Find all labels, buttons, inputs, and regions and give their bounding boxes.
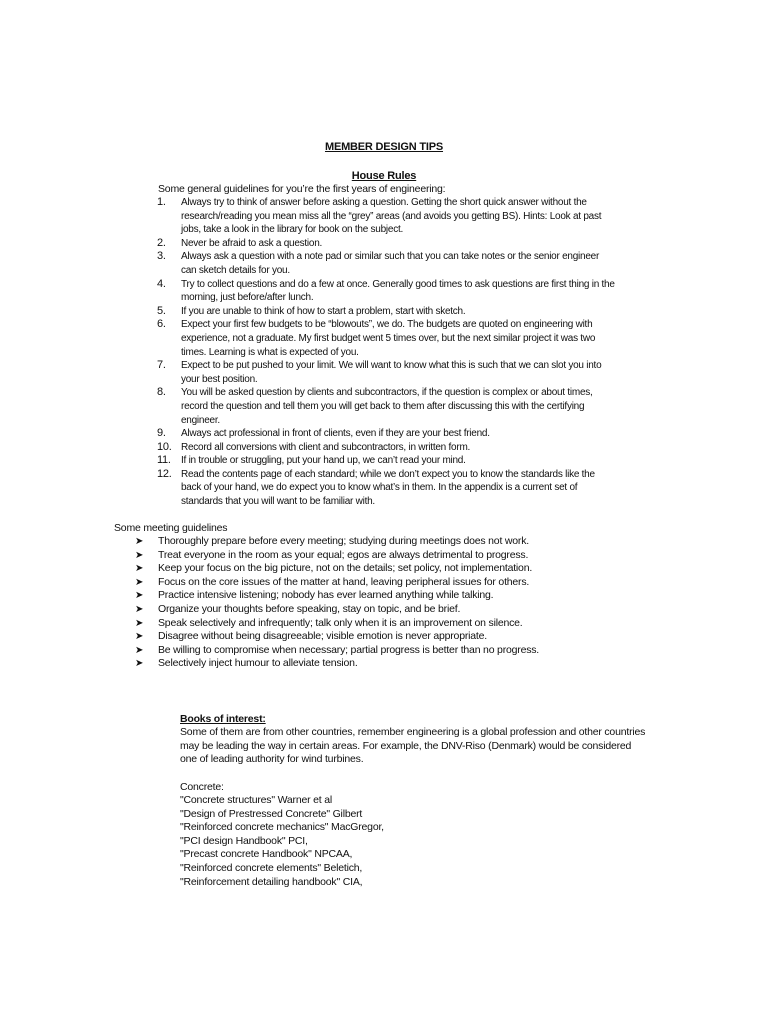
house-rule-number: 11. (157, 454, 171, 467)
books-heading: Books of interest: (180, 713, 266, 725)
house-rule-item (0, 427, 671, 441)
concrete-label: Concrete: (180, 781, 224, 793)
document-title: MEMBER DESIGN TIPS (324, 141, 444, 153)
arrow-bullet-icon: ➤ (135, 563, 144, 575)
arrow-bullet-icon: ➤ (135, 644, 144, 656)
meeting-guideline-text: Thoroughly prepare before every meeting; studying during meetings does not work. (158, 535, 529, 547)
meeting-guideline-item (0, 603, 768, 617)
house-rule-item (0, 237, 671, 251)
meeting-guidelines-list (0, 535, 768, 671)
meeting-guideline-text: Organize your thoughts before speaking, stay on topic, and be brief. (158, 602, 461, 615)
meeting-guideline-text: Disagree without being disagreeable; visible emotion is never appropriate. (158, 630, 487, 643)
concrete-book-item: "Design of Prestressed Concrete" Gilbert (180, 807, 363, 820)
meeting-guideline-text: Speak selectively and infrequently; talk only when it is an improvement on silence. (158, 616, 523, 629)
concrete-book-item: "PCI design Handbook" PCI, (180, 834, 308, 847)
concrete-book-item: "Concrete structures" Warner et al (180, 794, 332, 806)
meeting-guideline-item (0, 617, 768, 631)
house-rule-number: 8. (157, 386, 166, 399)
house-rule-item (0, 250, 671, 277)
house-rule-text-line: Try to collect questions and do a few at once. Generally good times to ask questions are first thing in the (181, 278, 615, 290)
house-rule-number: 3. (157, 250, 166, 263)
house-rule-text-line: Always try to think of answer before asking a question. Getting the short quick answer without the (181, 197, 587, 208)
meeting-guideline-item (0, 562, 768, 576)
house-rule-number: 10. (157, 440, 172, 453)
concrete-book-item: "Reinforced concrete mechanics" MacGregor, (180, 821, 384, 834)
meeting-guidelines-heading: Some meeting guidelines (114, 522, 228, 534)
books-intro: Some of them are from other countries, remember engineering is a global profession and other countries may be leading the way in certain areas. For example, the DNV-Riso (Denmark) would be considered one of leading authority for wind turbines. (180, 726, 646, 766)
house-rule-item (0, 441, 671, 455)
house-rule-item (0, 468, 671, 509)
house-rule-item (0, 359, 671, 386)
house-rule-number: 4. (157, 277, 166, 290)
house-rule-text-line: morning, just before/after lunch. (181, 292, 314, 304)
house-rule-text-line: You will be asked question by clients and subcontractors, if the question is complex or about times, (181, 387, 593, 399)
meeting-guideline-item (0, 589, 768, 603)
house-rule-text-line: jobs, take a look in the library for book on the subject. (181, 224, 403, 236)
house-rule-text-line: Always ask a question with a note pad or similar such that you can take notes or the senior engineer (181, 251, 600, 263)
arrow-bullet-icon: ➤ (135, 549, 144, 561)
meeting-guideline-item (0, 535, 768, 549)
house-rule-number: 7. (157, 359, 166, 372)
meeting-guideline-text: Keep your focus on the big picture, not on the details; set policy, not implementation. (158, 562, 533, 575)
meeting-guideline-item (0, 657, 768, 671)
house-rule-item (0, 386, 671, 427)
arrow-bullet-icon: ➤ (135, 590, 144, 602)
house-rule-number: 2. (157, 236, 166, 249)
house-rule-item (0, 318, 671, 359)
house-rule-text-line: research/reading you mean miss all the “grey” areas (and avoids you getting BS). Hints: Look at past (181, 210, 602, 222)
house-rule-text-line: engineer. (181, 414, 220, 426)
house-rule-text-line: experience, not a graduate. My first budget went 5 times over, but the next similar project it was two (181, 332, 596, 344)
meeting-guideline-item (0, 630, 768, 644)
house-rule-text-line: Always act professional in front of clients, even if they are your best friend. (181, 428, 490, 440)
arrow-bullet-icon: ➤ (135, 631, 144, 643)
house-rule-item (0, 278, 671, 305)
house-rule-number: 1. (157, 196, 166, 208)
house-rule-number: 12. (157, 467, 172, 480)
arrow-bullet-icon: ➤ (135, 603, 144, 615)
concrete-book-item: "Precast concrete Handbook" NPCAA, (180, 848, 353, 861)
meeting-guideline-text: Be willing to compromise when necessary; partial progress is better than no progress. (158, 643, 540, 656)
house-rule-text-line: Record all conversions with client and subcontractors, in written form. (181, 441, 471, 453)
house-rule-text-line: Expect your first few budgets to be “blowouts”, we do. The budgets are quoted on engineering with (181, 319, 593, 331)
house-rule-number: 5. (157, 304, 166, 317)
house-rule-text-line: can sketch details for you. (181, 264, 290, 276)
meeting-guideline-item (0, 576, 768, 590)
meeting-guideline-item (0, 644, 768, 658)
house-rule-item (0, 196, 671, 237)
house-rule-number: 6. (157, 318, 166, 331)
house-rule-text-line: Never be afraid to ask a question. (181, 237, 323, 249)
house-rule-text-line: your best position. (181, 373, 258, 385)
arrow-bullet-icon: ➤ (135, 576, 144, 588)
arrow-bullet-icon: ➤ (135, 536, 144, 547)
house-rule-text-line: If you are unable to think of how to start a problem, start with sketch. (181, 305, 466, 317)
house-rule-text-line: If in trouble or struggling, put your hand up, we can’t read your mind. (181, 455, 466, 467)
house-rule-number: 9. (157, 427, 166, 440)
arrow-bullet-icon: ➤ (135, 617, 144, 629)
meeting-guideline-text: Selectively inject humour to alleviate tension. (158, 657, 358, 670)
house-rule-text-line: Expect to be put pushed to your limit. We will want to know what this is such that we can slot you into (181, 360, 602, 372)
house-rule-text-line: back of your hand, we do expect you to know what’s in them. In the appendix is a current set of (181, 482, 578, 494)
house-rules-heading: House Rules (351, 170, 417, 182)
house-rule-text-line: record the question and tell them you will get back to them after discussing this with the certifying (181, 400, 585, 412)
house-rule-text-line: standards that you will want to be familiar with. (181, 496, 375, 508)
meeting-guideline-text: Practice intensive listening; nobody has ever learned anything while talking. (158, 589, 494, 602)
house-rules-list (0, 196, 768, 509)
house-rules-intro: Some general guidelines for you’re the first years of engineering: (158, 183, 446, 195)
meeting-guideline-text: Focus on the core issues of the matter at hand, leaving peripheral issues for others. (158, 575, 530, 588)
concrete-book-item: "Reinforced concrete elements" Beletich, (180, 861, 363, 874)
meeting-guideline-item (0, 549, 768, 563)
house-rule-text-line: Read the contents page of each standard; while we don’t expect you to know the standards like the (181, 468, 595, 480)
concrete-book-list (0, 794, 768, 889)
house-rule-item (0, 305, 671, 319)
house-rule-item (0, 454, 671, 468)
house-rule-text-line: times. Learning is what is expected of you. (181, 346, 359, 358)
concrete-book-item: "Reinforcement detailing handbook" CIA, (180, 875, 363, 888)
arrow-bullet-icon: ➤ (135, 658, 144, 670)
meeting-guideline-text: Treat everyone in the room as your equal; egos are always detrimental to progress. (158, 548, 529, 561)
